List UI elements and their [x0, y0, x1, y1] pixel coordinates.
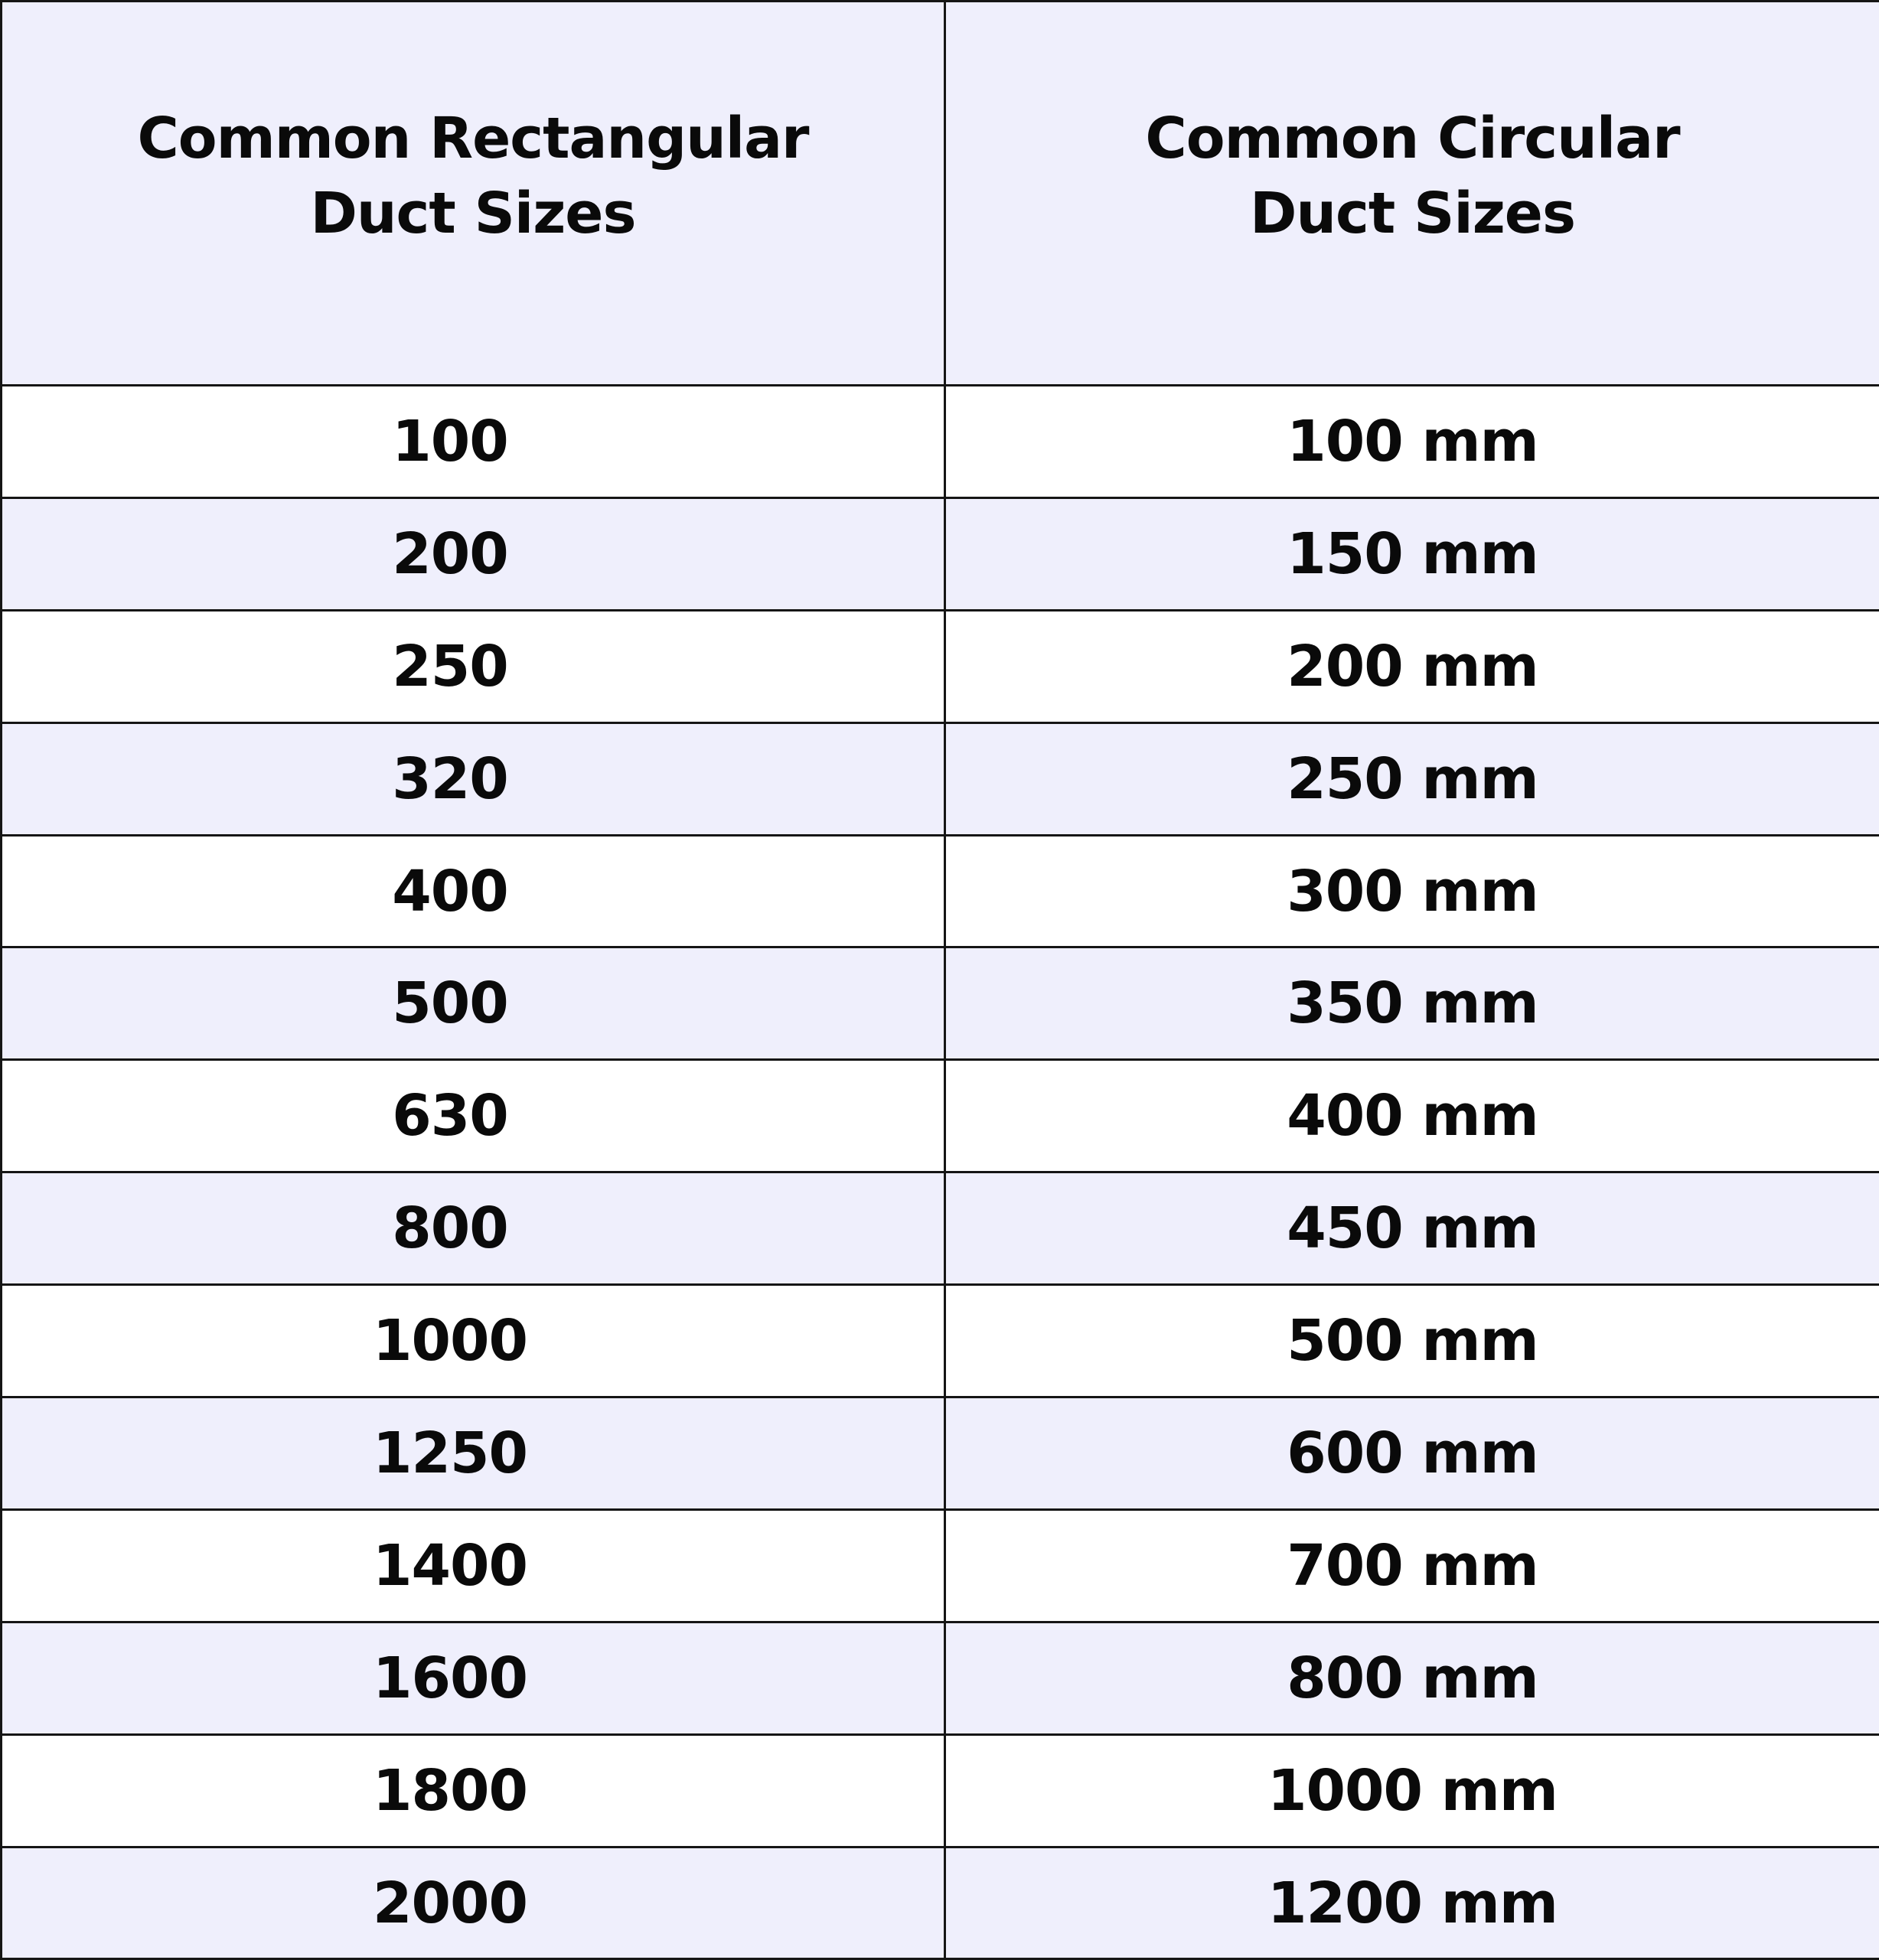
- header-rectangular-line2: Duct Sizes: [310, 181, 635, 246]
- circular-size-cell: 600 mm: [945, 1397, 1879, 1510]
- circular-size-cell: 100 mm: [945, 386, 1879, 498]
- circular-size-cell: 250 mm: [945, 722, 1879, 835]
- table-row: [2, 1622, 1879, 1734]
- rectangular-size-cell: 320: [2, 722, 945, 835]
- header-row: [2, 2, 1879, 386]
- table-row: [2, 610, 1879, 722]
- table-row: [2, 1060, 1879, 1172]
- table-row: [2, 1172, 1879, 1285]
- circular-size-cell: 1000 mm: [945, 1734, 1879, 1847]
- header-circular-line2: Duct Sizes: [1250, 181, 1575, 246]
- table-row: [2, 386, 1879, 498]
- rectangular-size-cell: 1250: [2, 1397, 945, 1510]
- table-row: [2, 722, 1879, 835]
- circular-size-cell: 300 mm: [945, 835, 1879, 947]
- header-circular: [945, 2, 1879, 386]
- circular-size-cell: 350 mm: [945, 947, 1879, 1060]
- rectangular-size-cell: 100: [2, 386, 945, 498]
- header-rectangular-line1: Common Rectangular: [137, 106, 808, 171]
- rectangular-size-cell: 500: [2, 947, 945, 1060]
- circular-size-cell: 800 mm: [945, 1622, 1879, 1734]
- rectangular-size-cell: 2000: [2, 1847, 945, 1959]
- table-row: [2, 1734, 1879, 1847]
- rectangular-size-cell: 1600: [2, 1622, 945, 1734]
- rectangular-size-cell: 1000: [2, 1285, 945, 1397]
- table-row: [2, 947, 1879, 1060]
- circular-size-cell: 150 mm: [945, 497, 1879, 610]
- rectangular-size-cell: 400: [2, 835, 945, 947]
- header-circular-line1: Common Circular: [1145, 106, 1679, 171]
- rectangular-size-cell: 630: [2, 1060, 945, 1172]
- rectangular-size-cell: 800: [2, 1172, 945, 1285]
- circular-size-cell: 450 mm: [945, 1172, 1879, 1285]
- rectangular-size-cell: 250: [2, 610, 945, 722]
- rectangular-size-cell: 1800: [2, 1734, 945, 1847]
- circular-size-cell: 1200 mm: [945, 1847, 1879, 1959]
- circular-size-cell: 700 mm: [945, 1509, 1879, 1622]
- table-row: [2, 1397, 1879, 1510]
- circular-size-cell: 400 mm: [945, 1060, 1879, 1172]
- table-row: [2, 1847, 1879, 1959]
- table-row: [2, 1285, 1879, 1397]
- circular-size-cell: 500 mm: [945, 1285, 1879, 1397]
- table-row: [2, 497, 1879, 610]
- table-row: [2, 835, 1879, 947]
- circular-size-cell: 200 mm: [945, 610, 1879, 722]
- rectangular-size-cell: 1400: [2, 1509, 945, 1622]
- table-row: [2, 1509, 1879, 1622]
- rectangular-size-cell: 200: [2, 497, 945, 610]
- header-rectangular: [2, 2, 945, 386]
